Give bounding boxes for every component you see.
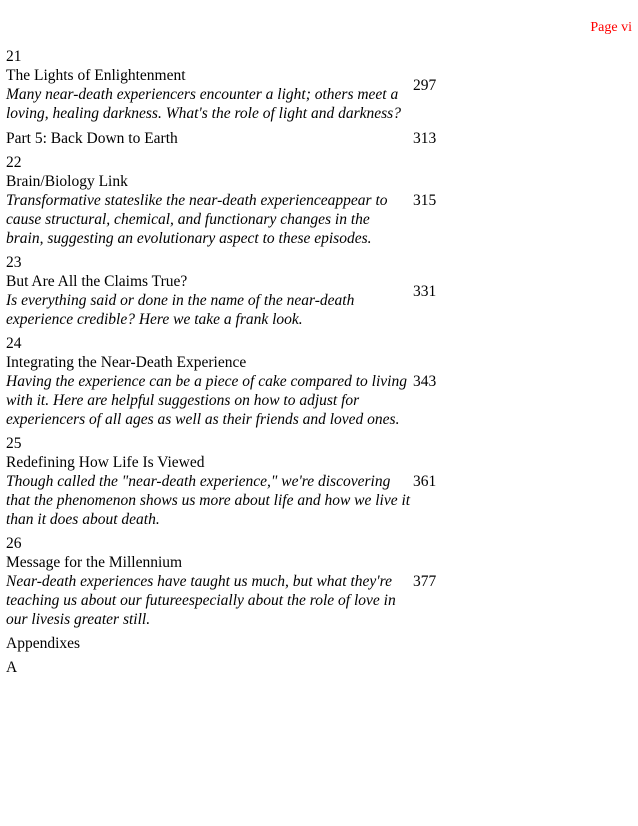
chapter-title: Message for the Millennium xyxy=(6,554,183,571)
chapter-page-number: 377 xyxy=(413,573,437,590)
toc-entry-chapter-24[interactable] xyxy=(6,334,436,429)
chapter-number: 25 xyxy=(6,435,22,452)
chapter-page-number: 297 xyxy=(413,76,437,94)
chapter-description: Many near-death experiencers encounter a light; others meet a loving, healing darkness. What's the role of light and darkness? xyxy=(6,86,401,122)
chapter-title: But Are All the Claims True? xyxy=(6,273,188,290)
toc-entry-part-5[interactable] xyxy=(6,128,436,148)
chapter-description: Near-death experiences have taught us much, but what they're teaching us about our futureespecially about the role of love in our livesis greater still. xyxy=(6,573,396,628)
chapter-description: Having the experience can be a piece of cake compared to living with it. Here are helpful suggestions on how to adjust for experiencers of all ages as well as their friends and loved ones. xyxy=(6,373,407,428)
chapter-description: Transformative stateslike the near-death experienceappear to cause structural, chemical, and functionary changes in the brain, suggesting an evolutionary aspect to these episodes. xyxy=(6,192,388,247)
part-page-number: 313 xyxy=(413,130,437,147)
part-title: Part 5: Back Down to Earth xyxy=(6,130,178,147)
chapter-number: 22 xyxy=(6,154,22,171)
chapter-description: Is everything said or done in the name of the near-death experience credible? Here we take a frank look. xyxy=(6,292,355,328)
page-number-label: Page vi xyxy=(590,20,632,35)
chapter-title: Integrating the Near-Death Experience xyxy=(6,354,247,371)
chapter-title: Redefining How Life Is Viewed xyxy=(6,454,205,471)
chapter-page-number: 361 xyxy=(413,473,437,490)
chapter-title: Brain/Biology Link xyxy=(6,173,128,190)
chapter-title: The Lights of Enlightenment xyxy=(6,67,186,84)
chapter-number: 23 xyxy=(6,254,22,271)
chapter-page-number: 331 xyxy=(413,282,437,300)
appendix-a-letter[interactable]: A xyxy=(6,659,18,676)
toc-entry-chapter-25[interactable] xyxy=(6,434,436,529)
appendixes-heading[interactable]: Appendixes xyxy=(6,635,81,652)
toc-entry-chapter-22[interactable] xyxy=(6,153,436,248)
toc-entry-chapter-23[interactable] xyxy=(6,253,436,329)
table-of-contents xyxy=(6,47,436,682)
toc-entry-chapter-26[interactable] xyxy=(6,534,436,629)
toc-entry-chapter-21[interactable] xyxy=(6,47,436,123)
chapter-number: 21 xyxy=(6,48,22,65)
chapter-number: 26 xyxy=(6,535,22,552)
chapter-page-number: 315 xyxy=(413,192,437,209)
chapter-number: 24 xyxy=(6,335,22,352)
chapter-page-number: 343 xyxy=(413,373,437,390)
chapter-description: Though called the "near-death experience," we're discovering that the phenomenon shows us more about life and how we live it than it does about death. xyxy=(6,473,411,528)
